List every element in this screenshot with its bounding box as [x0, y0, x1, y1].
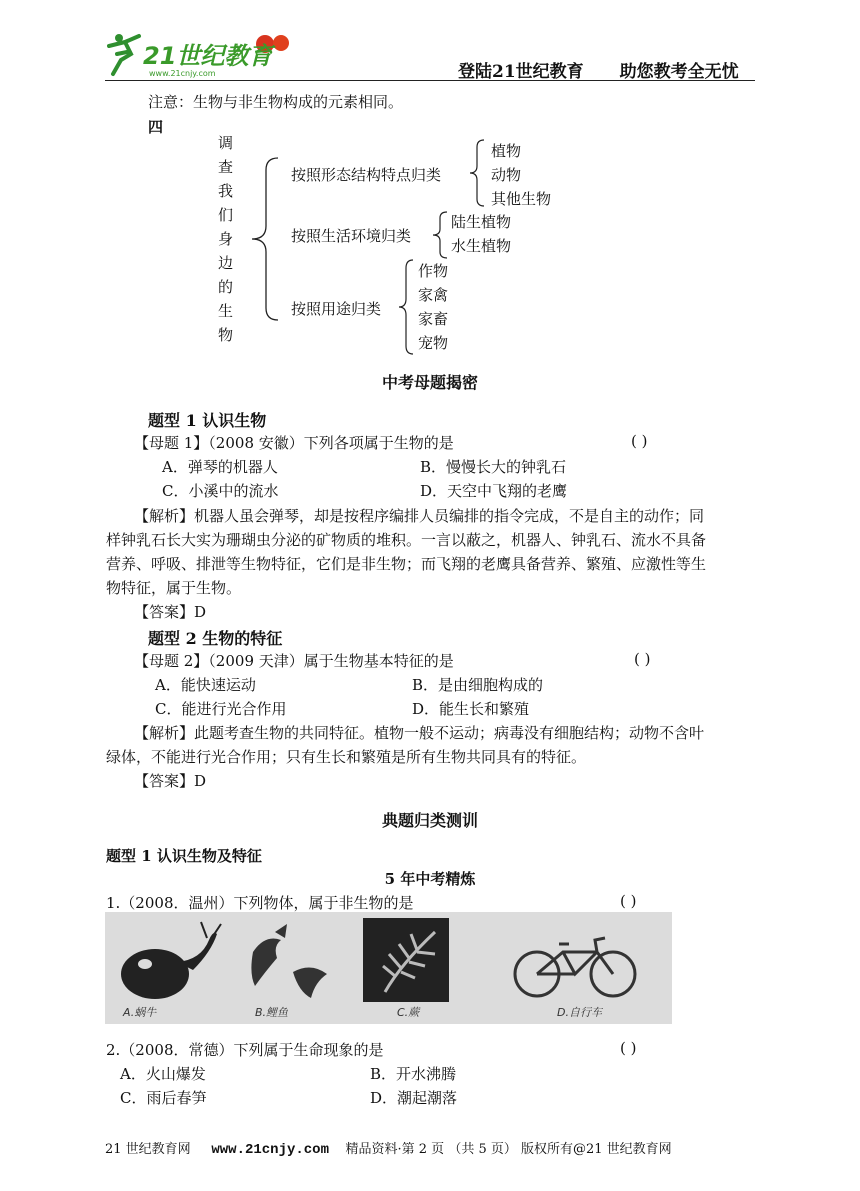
option-a: A．弹琴的机器人 — [162, 458, 278, 476]
root-char: 身 — [218, 230, 234, 248]
option-b: B．慢慢长大的钟乳石 — [420, 458, 567, 476]
analysis-line: 【解析】机器人虽会弹琴，却是按程序编排人员编排的指令完成，不是自主的动作；同 — [134, 507, 705, 525]
root-char: 的 — [218, 278, 234, 296]
analysis-line: 【解析】此题考查生物的共同特征。植物一般不运动；病毒没有细胞结构；动物不含叶 — [134, 724, 705, 742]
footer-site-link[interactable]: www.21cnjy.com — [211, 1142, 329, 1158]
option-c: C．能进行光合作用 — [155, 700, 287, 718]
root-char: 我 — [218, 182, 234, 200]
tree-leaf: 宠物 — [418, 334, 449, 352]
tree-leaf: 陆生植物 — [451, 213, 512, 231]
answer-paren: ( ) — [620, 1039, 637, 1057]
answer-text: 【答案】D — [134, 772, 207, 790]
analysis-line: 绿体，不能进行光合作用；只有生长和繁殖是所有生物共同具有的特征。 — [106, 748, 587, 766]
fern-picture — [363, 918, 449, 1002]
option-d: D．天空中飞翔的老鹰 — [420, 482, 568, 500]
root-char: 生 — [218, 302, 234, 320]
root-char: 查 — [218, 158, 234, 176]
option-c: C．雨后春笋 — [120, 1089, 207, 1107]
root-char: 们 — [218, 206, 234, 224]
root-char: 调 — [218, 134, 234, 152]
option-d: D．能生长和繁殖 — [412, 700, 530, 718]
answer-paren: ( ) — [620, 892, 637, 910]
slogan-left: 登陆21世纪教育 — [458, 62, 584, 82]
root-char: 边 — [218, 254, 234, 272]
note-text: 注意：生物与非生物构成的元素相同。 — [148, 93, 404, 111]
q1-question: 1.（2008．温州）下列物体，属于非生物的是 — [106, 894, 414, 912]
branch-brace — [466, 138, 488, 208]
header-divider — [105, 80, 755, 81]
pic-label-a: A.蜗牛 — [123, 1006, 157, 1019]
mother2-question: 【母题 2】（2009 天津）属于生物基本特征的是 — [134, 652, 454, 670]
tree-leaf: 家禽 — [418, 286, 449, 304]
logo-text: 21世纪教育 — [143, 42, 273, 70]
bicycle-picture — [515, 938, 635, 996]
section-number: 四 — [148, 118, 164, 136]
tree-leaf: 家畜 — [418, 310, 449, 328]
page-footer — [105, 1138, 672, 1158]
slogan-right: 助您教考全无忧 — [619, 62, 739, 82]
branch-brace — [429, 210, 451, 260]
root-char: 物 — [218, 326, 234, 344]
tree-leaf: 水生植物 — [451, 237, 512, 255]
carp-picture — [251, 924, 327, 998]
mother1-question: 【母题 1】（2008 安徽）下列各项属于生物的是 — [134, 434, 454, 452]
answer-paren: ( ) — [634, 650, 651, 668]
header-slogan — [458, 57, 739, 82]
pic-label-b: B.鲤鱼 — [255, 1006, 289, 1019]
footer-right: 精品资料·第 2 页 （共 5 页） 版权所有@21 世纪教育网 — [345, 1142, 672, 1157]
site-logo — [105, 30, 305, 80]
analysis-line: 营养、呼吸、排泄等生物特征，它们是非生物；而飞翔的老鹰具备营养、繁殖、应激性等生 — [106, 555, 707, 573]
branch-brace — [395, 258, 417, 356]
branch-label-usage: 按照用途归类 — [291, 300, 382, 318]
branch-label-morphology: 按照形态结构特点归类 — [291, 166, 442, 184]
q1-picture-strip — [105, 912, 672, 1024]
main-brace — [246, 156, 282, 322]
analysis-line: 物特征，属于生物。 — [106, 579, 242, 597]
answer-text: 【答案】D — [134, 603, 207, 621]
section-title-mother: 中考母题揭密 — [381, 373, 478, 392]
section-title-practice: 典题归类测训 — [381, 811, 478, 830]
analysis-line: 样钟乳石长大实为珊瑚虫分泌的矿物质的堆积。一言以蔽之，机器人、钟乳石、流水不具备 — [106, 531, 707, 549]
option-d: D．潮起潮落 — [370, 1089, 458, 1107]
practice-subtitle: 5 年中考精炼 — [384, 870, 476, 888]
footer-left: 21 世纪教育网 — [105, 1142, 191, 1157]
practice-type-heading: 题型 1 认识生物及特征 — [106, 847, 262, 865]
pic-label-c: C.蕨 — [397, 1006, 420, 1019]
branch-label-environment: 按照生活环境归类 — [291, 227, 412, 245]
option-c: C．小溪中的流水 — [162, 482, 279, 500]
option-b: B．是由细胞构成的 — [412, 676, 544, 694]
answer-paren: ( ) — [631, 432, 648, 450]
option-a: A．能快速运动 — [155, 676, 256, 694]
snail-picture — [121, 922, 221, 999]
pic-label-d: D.自行车 — [557, 1006, 602, 1019]
logo-url: www.21cnjy.com — [149, 69, 216, 78]
tree-leaf: 动物 — [491, 166, 522, 184]
tree-leaf: 作物 — [418, 262, 449, 280]
type1-heading: 题型 1 认识生物 — [148, 411, 267, 430]
tree-leaf: 植物 — [491, 142, 522, 160]
tree-leaf: 其他生物 — [491, 190, 552, 208]
q2-question: 2.（2008．常德）下列属于生命现象的是 — [106, 1041, 384, 1059]
option-b: B．开水沸腾 — [370, 1065, 457, 1083]
running-figure-icon — [109, 34, 139, 74]
type2-heading: 题型 2 生物的特征 — [148, 629, 283, 648]
option-a: A．火山爆发 — [120, 1065, 206, 1083]
